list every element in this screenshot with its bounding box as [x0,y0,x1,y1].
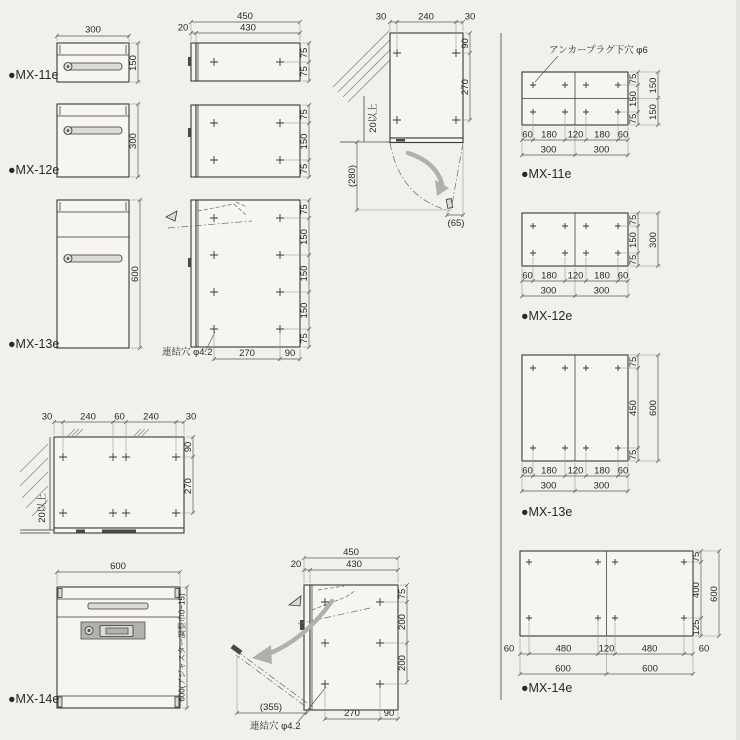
lock-dot [67,129,70,132]
dim-label: 75 [691,551,702,563]
dim-label: 270 [344,708,360,719]
dim-label: 150 [299,133,310,150]
product-label: ●MX-13e [521,505,573,519]
hinge [188,258,191,267]
dim-label: 90 [383,708,395,719]
pull-handle-inner [106,628,128,634]
dim-label: 75 [628,214,639,226]
body-outline [390,33,463,138]
handle-bar [64,127,122,134]
dim-label: 90 [183,441,194,453]
dim-label: 75 [299,66,310,77]
dim-label: 180 [594,465,610,477]
dim-label: 240 [80,411,96,423]
door-handle [396,139,405,142]
body-outline [196,200,300,347]
dim-label: 150 [628,232,639,248]
dim-label: 300 [540,144,557,156]
dim-label: 120 [567,270,584,282]
dim-label: 60 [522,465,533,477]
dim-label: 600 [709,586,720,602]
dim-label: 60 [698,643,710,655]
dim-label: 30 [375,11,387,23]
handle-bar [64,255,122,262]
dim-label: 30 [464,11,476,23]
dim-label: 270 [460,79,471,95]
dim-label: 300 [85,24,101,36]
body-outline [54,437,184,528]
door-panel [191,105,196,177]
handle-bar [64,63,122,70]
link-hole-note: 連結穴 φ4.2 [250,721,301,732]
dim-label: 90 [460,38,471,49]
dim-label: 75 [299,163,310,175]
dim-label: (65) [447,218,465,229]
dim-label: 60 [114,411,125,423]
dim-label: 30 [185,411,197,423]
dim-label: 75 [299,109,310,120]
hinge [188,57,191,66]
dim-label: 120 [567,465,584,477]
product-label: ●MX-11e [521,167,572,181]
dim-label: 200 [397,614,408,630]
dim-label: 150 [628,91,639,107]
dim-label: 30 [41,411,53,423]
dim-label: 75 [628,254,639,266]
hinge [188,128,191,137]
anchor-note: アンカープラグ下穴 φ6 [549,45,648,56]
dim-label: 20 [290,559,302,570]
open-door-handle [446,199,452,209]
product-label: ●MX-14e [521,681,573,695]
dim-label: 180 [594,270,610,282]
keyhole-dot [88,629,91,632]
dim-label: 150 [299,302,310,319]
dim-label: 450 [628,400,639,416]
dim-label: 180 [541,270,557,282]
link-hole-note: 連結穴 φ4.2 [162,347,213,358]
dim-label: 60 [503,643,515,655]
dim-label: 60 [617,270,629,282]
lock-dot [67,65,70,68]
dim-label: 60 [617,129,629,141]
product-label: ●MX-13e [8,337,60,351]
dim-label: 240 [418,11,434,23]
dim-label: (355) [259,702,283,713]
dim-label: 270 [239,348,255,359]
body-outline [310,585,398,710]
dim-label: 300 [540,285,557,297]
dim-label: 300 [540,480,557,492]
dim-label: 150 [299,229,310,245]
door-lock [76,530,85,534]
dim-label: 150 [128,55,139,71]
dim-label: 600(アジャスター調整巾0~15) [177,593,187,702]
dim-label: 60 [617,465,629,477]
dim-label: 150 [648,77,659,94]
dim-label: 600 [110,561,126,572]
dim-label: 120 [567,129,584,141]
dim-label: 75 [299,204,310,215]
dim-label: 75 [628,113,639,125]
door-panel [304,585,310,710]
dim-label: 270 [183,478,194,494]
dim-label: 75 [628,73,639,85]
page-edge [736,0,740,740]
dim-label: 60 [522,270,533,282]
dim-label: 60 [522,129,533,141]
dim-label: 600 [642,663,658,675]
dim-label: 300 [593,144,610,156]
dim-label: 150 [648,104,659,120]
product-label: ●MX-14e [8,692,60,706]
dim-label: 180 [541,129,557,141]
lock-dot [67,257,70,260]
product-label: ●MX-12e [8,163,60,177]
dim-label: 480 [555,643,572,655]
dim-label: 300 [648,232,659,248]
dim-label: 180 [541,465,557,477]
product-label: ●MX-11e [8,68,59,82]
dim-label: 480 [641,643,658,655]
dim-label: 450 [343,547,359,558]
dim-label: 75 [628,356,639,368]
door-panel [191,43,196,81]
dim-label: 75 [299,47,310,59]
band-end-cap [58,589,62,598]
body-outline [57,104,129,177]
dim-label: 450 [237,11,253,22]
side-view-mx11e [178,11,311,83]
product-label: ●MX-12e [521,309,573,323]
dim-label: 75 [299,333,310,344]
dim-label: 600 [130,266,141,282]
clearance-label: 20以上 [368,103,379,133]
door-panel [191,200,196,347]
dim-label: 90 [284,348,296,359]
body-outline [196,105,300,177]
clearance-label: 20以上 [37,493,48,523]
dim-label: 20 [177,22,189,34]
dim-label: 200 [397,655,408,671]
dim-label: 430 [240,22,256,34]
dim-label: 300 [593,285,610,297]
side-view-mx12e [188,103,311,179]
dim-label: 240 [143,411,159,423]
dim-label: 75 [628,449,639,461]
dim-label: 125 [691,619,702,636]
dim-label: 600 [555,663,571,675]
dim-label: 400 [691,582,702,598]
body-outline [57,200,129,348]
dim-label: 300 [128,133,139,149]
dim-label: 120 [598,643,615,655]
hinge [300,620,304,630]
dim-label: 75 [397,588,408,600]
dim-label: 150 [299,265,310,282]
dim-label: (280) [347,164,358,188]
dim-label: 430 [346,559,362,570]
door-handle [102,530,136,534]
dim-label: 600 [648,400,659,416]
dim-label: 300 [593,480,610,492]
mail-slot [88,603,148,609]
dim-label: 180 [594,129,610,141]
